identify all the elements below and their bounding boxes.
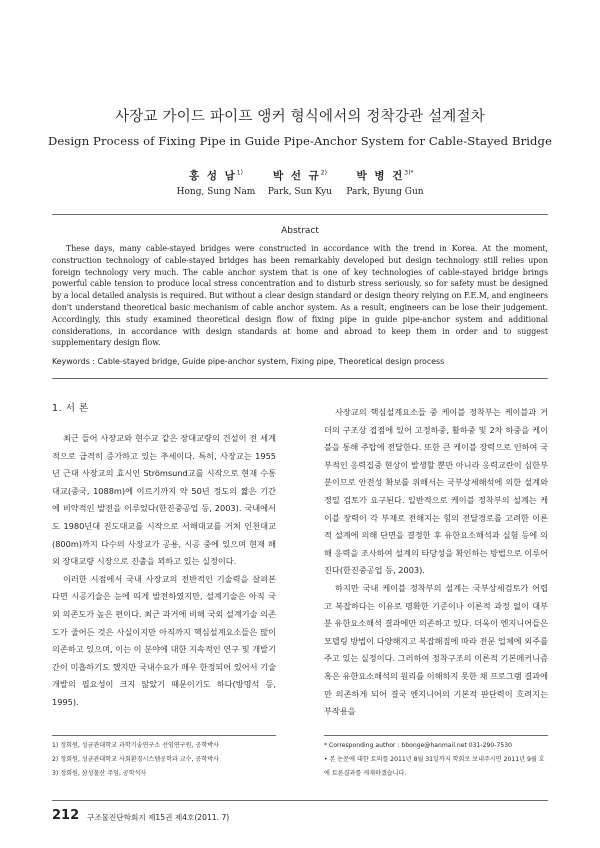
keywords-text: Cable-stayed bridge, Guide pipe-anchor system, Fixing pipe, Theoretical design process xyxy=(97,357,445,366)
author-3 xyxy=(330,168,440,197)
section-heading: 1. 서 론 xyxy=(52,403,89,414)
footnote: * Corresponding author : bbonge@hanmail.net 031-290-7530 xyxy=(324,742,512,749)
author-1-korean: 홍 성 남 xyxy=(189,170,237,182)
abstract-top-rule xyxy=(52,214,548,215)
page-number: 212 xyxy=(52,808,80,823)
footnote: 3) 정회원, 삼성물산 주임, 공학석사 xyxy=(52,770,147,777)
right-column xyxy=(324,404,548,721)
footnote: 1) 정회원, 성균관대학교 과학기술연구소 선임연구원, 공학박사 xyxy=(52,742,219,749)
author-2-korean: 박 선 규 xyxy=(273,170,321,182)
abstract-bottom-rule xyxy=(52,378,548,379)
body-paragraph: 사장교의 핵심설계요소들 중 케이블 정착부는 케이블과 거더의 구조상 접점에 있어 고정하중, 활하중 및 2차 하중을 케이블을 통해 주탑에 전달한다. 또한 큰 케이블 장력으로 인하여 국부적인 응력집중 현상이 발생할 뿐만 아니라 응력교란이 심한부분이므로 안전성 확보를 위해서는 국부상세해석에 의한 설계와 정밀 검토가 요구된다. 일반적으로 케이블 정착부의 설계는 케이블 장력이 각 부재로 전해지는 힘의 전달경로를 고려한 이론적 설계에 의해 단면을 결정한 후 유한요소해석과 실험 등에 의해 응력을 조사하여 설계의 타당성을 확인하는 방법으로 이루어진다(한진중공업 등, 2003). xyxy=(324,407,548,576)
abstract-heading: Abstract xyxy=(281,226,319,236)
footnotes-left xyxy=(52,739,276,781)
paper-title-english: Design Process of Fixing Pipe in Guide Pipe-Anchor System for Cable-Stayed Bridge xyxy=(47,134,553,148)
footer-rule xyxy=(52,800,548,801)
author-3-korean: 박 병 건 xyxy=(356,170,405,182)
left-column xyxy=(52,402,276,712)
journal-citation: 구조물진단학회지 제15권 제4호(2011. 7) xyxy=(87,813,230,822)
keywords xyxy=(52,357,548,366)
abstract-body: These days, many cable-stayed bridges were constructed in accordance with the trend in Korea. At the moment, construction technology of cable-stayed bridges has been remarkably developed but design technology still relies upon foreign technology very much. The cable anchor system that is one of key technologies of cable-stayed bridge brings powerful cable tension to produce local stress concentration and to disturb stress seriously, so for safety must be designed by a local detailed analysis is required. But without a clear design standard or design theory relying on F.E.M, and engineers don't understand theoretical basic mechanism of cable anchor system. As a result, engineers can be lose their judgement. Accordingly, this study examined theoretical design flow of fixing pipe in guide pipe-anchor system and additional considerations, in accordance with design standards at home and abroad to keep them in order and to suggest supplementary design flow. xyxy=(52,244,548,348)
body-paragraph: 이러한 시점에서 국내 사장교의 전반적인 기술력을 살펴본다면 시공기술은 눈에 띄게 발전하였지만, 설계기술은 아직 국외 의존도가 높은 편이다. 최근 과거에 비해 국외 설계기술 의존도가 줄어든 것은 사실이지만 아직까지 핵심설계요소들은 많이 의존하고 있으며, 이는 이 분야에 대한 지속적인 연구 및 개발기간이 미흡하기도 했지만 국내수요가 매우 한정되어 있어서 기술개발의 필요성이 크지 않았기 때문이기도 하다(방명석 등, 1995). xyxy=(52,573,276,707)
footnote-rule-left xyxy=(52,735,276,736)
author-2-english: Park, Sun Kyu xyxy=(267,187,333,197)
author-1-mark: 1) xyxy=(236,169,243,177)
author-2-mark: 2) xyxy=(320,169,327,177)
body-paragraph: 최근 들어 사장교와 현수교 같은 장대교량의 건설이 전 세계적으로 급격히 증가하고 있는 추세이다. 특히, 사장교는 1955년 근대 사장교의 효시인 Strömsund교를 시작으로 현재 수통대교(중국, 1088m)에 이르기까지 약 50년 정도의 짧은 기간에 비약적인 발전을 이루었다(한진중공업 등, 2003). 국내에서도 1980년대 진도대교를 시작으로 서해대교를 거쳐 인천대교(800m)까지 다수의 사장교가 공용, 시공 중에 있으며 현재 해외 장대교량 시장으로 진출을 꾀하고 있는 실정이다. xyxy=(52,433,276,567)
author-3-mark: 3)* xyxy=(404,169,414,177)
footnote: 2) 정회원, 성균관대학교 사회환경시스템공학과 교수, 공학박사 xyxy=(52,756,219,763)
keywords-label: Keywords : xyxy=(52,357,95,366)
author-1-english: Hong, Sung Nam xyxy=(176,187,256,197)
body-paragraph: 하지만 국내 케이블 정착부의 설계는 국부상세검토가 어렵고 복잡하다는 이유로 명확한 기준이나 이론적 과정 없이 대부분 유한요소해석 결과에만 의존하고 있다. 더욱이 엔지니어들은 모델링 방법이 다양해지고 복잡해짐에 따라 전문 업체에 외주를 주고 있는 실정이다. 그러하여 정착구조의 이론적 기본메커니즘 혹은 유한요소해석의 원리를 이해하지 못한 채 프로그램 결과에만 의존하게 되어 결국 엔지니어의 기본적 판단력이 흐려지는 부작용을 xyxy=(324,582,548,717)
footnote: • 본 논문에 대한 토의를 2011년 8월 31일까지 학회로 보내주시면 2011년 9월 호에 토론결과를 게재하겠습니다. xyxy=(324,756,545,777)
paper-title-korean: 사장교 가이드 파이프 앵커 형식에서의 정착강관 설계절차 xyxy=(115,109,485,125)
author-3-english: Park, Byung Gun xyxy=(346,187,424,197)
footnote-rule-right xyxy=(324,735,548,736)
footnotes-right xyxy=(324,739,548,781)
